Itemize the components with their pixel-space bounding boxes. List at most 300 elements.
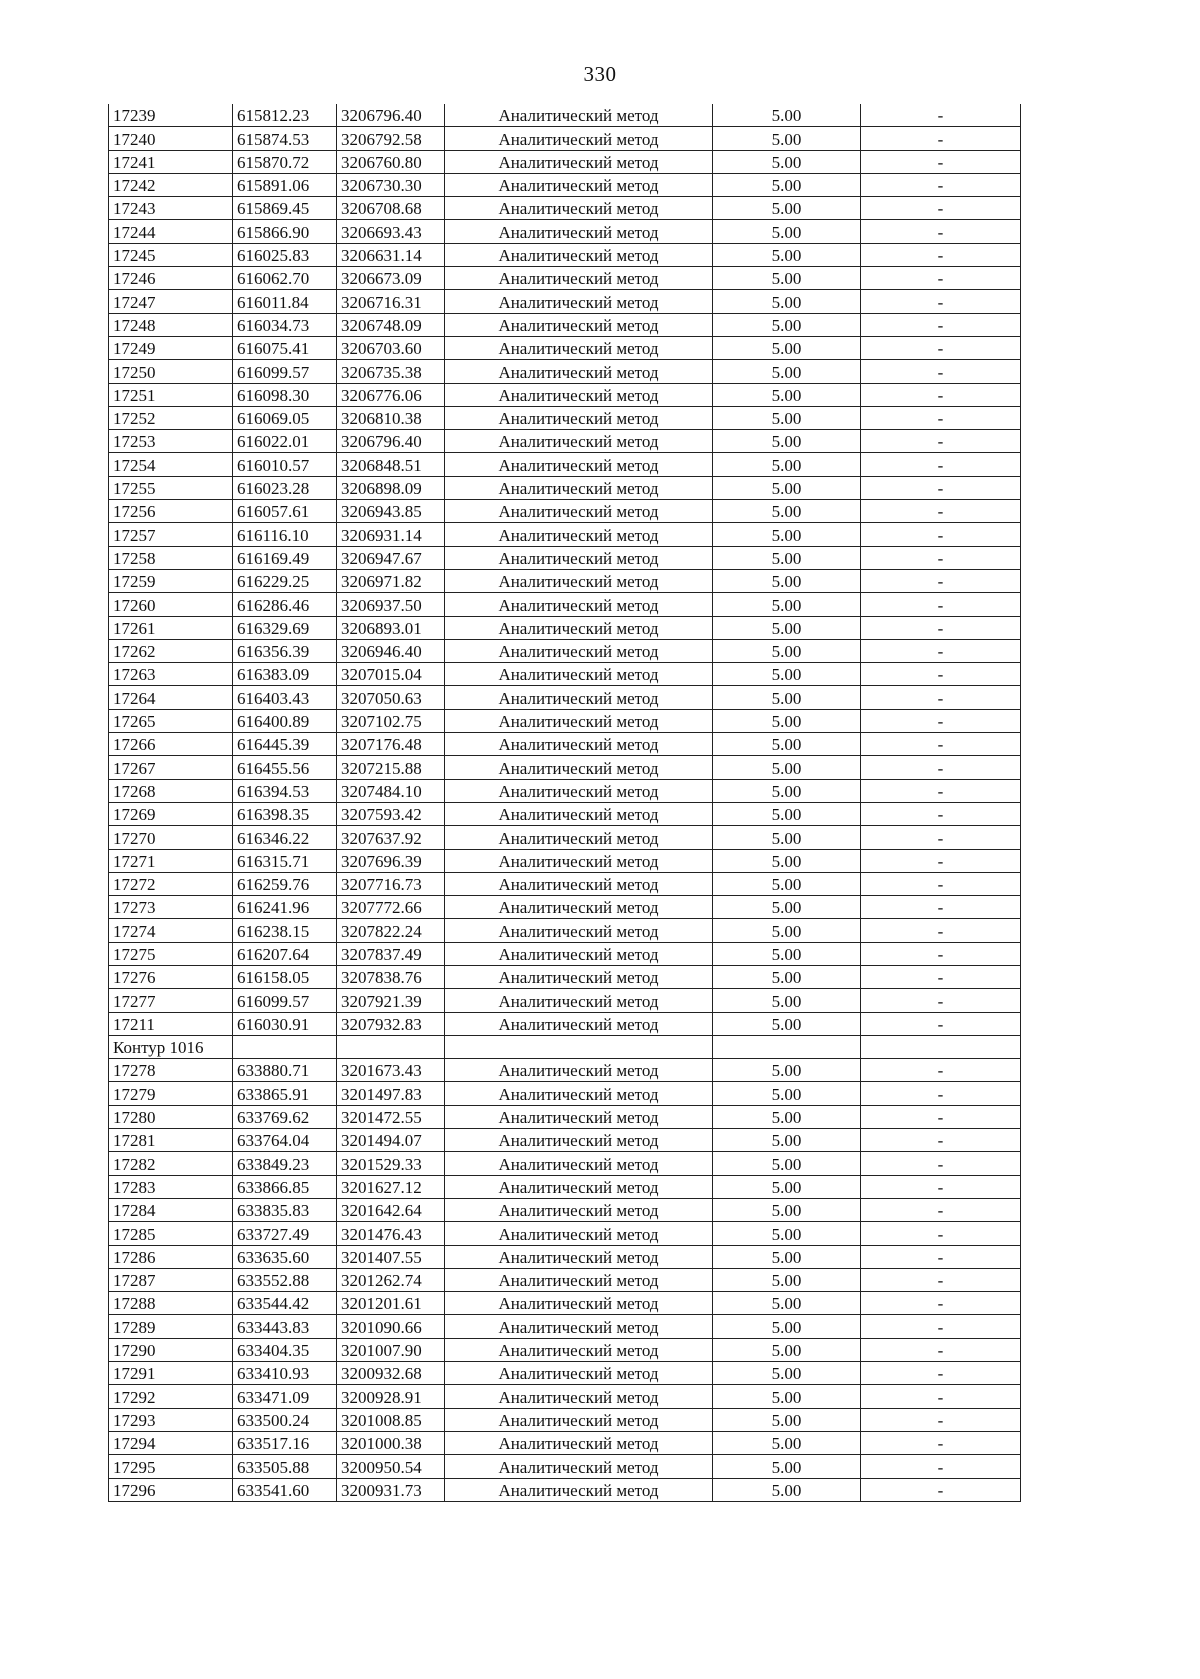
accuracy-cell: 5.00 [713,872,861,895]
point-number-cell: 17281 [109,1129,233,1152]
point-number-cell: 17250 [109,360,233,383]
empty-cell [861,1035,1021,1058]
point-number-cell: 17278 [109,1059,233,1082]
description-cell: - [861,1431,1021,1454]
x-coordinate-cell: 615891.06 [233,173,337,196]
point-number-cell: 17245 [109,243,233,266]
y-coordinate-cell: 3206810.38 [337,406,445,429]
table-row [109,476,1021,499]
y-coordinate-cell: 3201494.07 [337,1129,445,1152]
x-coordinate-cell: 616383.09 [233,663,337,686]
description-cell: - [861,1315,1021,1338]
accuracy-cell: 5.00 [713,1082,861,1105]
accuracy-cell: 5.00 [713,104,861,127]
point-number-cell: 17246 [109,267,233,290]
x-coordinate-cell: 615812.23 [233,104,337,127]
accuracy-cell: 5.00 [713,1431,861,1454]
description-cell: - [861,965,1021,988]
x-coordinate-cell: 616069.05 [233,406,337,429]
table-row [109,663,1021,686]
table-row [109,1222,1021,1245]
method-cell: Аналитический метод [445,1315,713,1338]
point-number-cell: 17266 [109,733,233,756]
method-cell: Аналитический метод [445,733,713,756]
y-coordinate-cell: 3201642.64 [337,1198,445,1221]
table-row [109,1362,1021,1385]
y-coordinate-cell: 3207015.04 [337,663,445,686]
x-coordinate-cell: 633849.23 [233,1152,337,1175]
y-coordinate-cell: 3207772.66 [337,896,445,919]
method-cell: Аналитический метод [445,336,713,359]
accuracy-cell: 5.00 [713,1152,861,1175]
table-row [109,336,1021,359]
accuracy-cell: 5.00 [713,802,861,825]
accuracy-cell: 5.00 [713,500,861,523]
method-cell: Аналитический метод [445,313,713,336]
y-coordinate-cell: 3207932.83 [337,1012,445,1035]
method-cell: Аналитический метод [445,243,713,266]
y-coordinate-cell: 3201627.12 [337,1175,445,1198]
x-coordinate-cell: 616022.01 [233,430,337,453]
point-number-cell: 17294 [109,1431,233,1454]
accuracy-cell: 5.00 [713,197,861,220]
description-cell: - [861,919,1021,942]
accuracy-cell: 5.00 [713,965,861,988]
method-cell: Аналитический метод [445,453,713,476]
method-cell: Аналитический метод [445,267,713,290]
accuracy-cell: 5.00 [713,569,861,592]
x-coordinate-cell: 633500.24 [233,1408,337,1431]
description-cell: - [861,686,1021,709]
description-cell: - [861,546,1021,569]
description-cell: - [861,826,1021,849]
accuracy-cell: 5.00 [713,733,861,756]
description-cell: - [861,639,1021,662]
x-coordinate-cell: 616286.46 [233,593,337,616]
empty-cell [337,1035,445,1058]
table-row [109,1478,1021,1501]
point-number-cell: 17292 [109,1385,233,1408]
table-row [109,104,1021,127]
description-cell: - [861,663,1021,686]
x-coordinate-cell: 633880.71 [233,1059,337,1082]
point-number-cell: 17295 [109,1455,233,1478]
method-cell: Аналитический метод [445,1198,713,1221]
x-coordinate-cell: 616403.43 [233,686,337,709]
x-coordinate-cell: 633764.04 [233,1129,337,1152]
point-number-cell: 17247 [109,290,233,313]
point-number-cell: 17248 [109,313,233,336]
table-row [109,500,1021,523]
x-coordinate-cell: 633541.60 [233,1478,337,1501]
table-row [109,220,1021,243]
y-coordinate-cell: 3206673.09 [337,267,445,290]
point-number-cell: 17239 [109,104,233,127]
description-cell: - [861,1478,1021,1501]
table-row [109,1129,1021,1152]
point-number-cell: 17284 [109,1198,233,1221]
y-coordinate-cell: 3201472.55 [337,1105,445,1128]
description-cell: - [861,1362,1021,1385]
table-row [109,802,1021,825]
description-cell: - [861,779,1021,802]
method-cell: Аналитический метод [445,1431,713,1454]
x-coordinate-cell: 616158.05 [233,965,337,988]
description-cell: - [861,313,1021,336]
x-coordinate-cell: 616099.57 [233,989,337,1012]
y-coordinate-cell: 3206971.82 [337,569,445,592]
table-row [109,1105,1021,1128]
point-number-cell: 17274 [109,919,233,942]
y-coordinate-cell: 3206792.58 [337,127,445,150]
x-coordinate-cell: 633835.83 [233,1198,337,1221]
x-coordinate-cell: 615870.72 [233,150,337,173]
description-cell: - [861,1105,1021,1128]
description-cell: - [861,1385,1021,1408]
point-number-cell: 17244 [109,220,233,243]
accuracy-cell: 5.00 [713,1175,861,1198]
method-cell: Аналитический метод [445,872,713,895]
table-row [109,173,1021,196]
table-row [109,1385,1021,1408]
y-coordinate-cell: 3200931.73 [337,1478,445,1501]
x-coordinate-cell: 616010.57 [233,453,337,476]
point-number-cell: 17282 [109,1152,233,1175]
point-number-cell: 17277 [109,989,233,1012]
y-coordinate-cell: 3206760.80 [337,150,445,173]
y-coordinate-cell: 3207637.92 [337,826,445,849]
description-cell: - [861,406,1021,429]
x-coordinate-cell: 616241.96 [233,896,337,919]
description-cell: - [861,1268,1021,1291]
method-cell: Аналитический метод [445,965,713,988]
x-coordinate-cell: 616356.39 [233,639,337,662]
accuracy-cell: 5.00 [713,896,861,919]
description-cell: - [861,173,1021,196]
x-coordinate-cell: 633517.16 [233,1431,337,1454]
accuracy-cell: 5.00 [713,173,861,196]
method-cell: Аналитический метод [445,1129,713,1152]
y-coordinate-cell: 3201007.90 [337,1338,445,1361]
accuracy-cell: 5.00 [713,1408,861,1431]
method-cell: Аналитический метод [445,360,713,383]
description-cell: - [861,267,1021,290]
method-cell: Аналитический метод [445,127,713,150]
accuracy-cell: 5.00 [713,523,861,546]
y-coordinate-cell: 3206776.06 [337,383,445,406]
y-coordinate-cell: 3201476.43 [337,1222,445,1245]
table-row [109,1292,1021,1315]
description-cell: - [861,523,1021,546]
method-cell: Аналитический метод [445,1105,713,1128]
x-coordinate-cell: 633404.35 [233,1338,337,1361]
accuracy-cell: 5.00 [713,1385,861,1408]
point-number-cell: 17291 [109,1362,233,1385]
method-cell: Аналитический метод [445,1292,713,1315]
x-coordinate-cell: 616445.39 [233,733,337,756]
method-cell: Аналитический метод [445,569,713,592]
x-coordinate-cell: 616034.73 [233,313,337,336]
accuracy-cell: 5.00 [713,1129,861,1152]
method-cell: Аналитический метод [445,1245,713,1268]
accuracy-cell: 5.00 [713,709,861,732]
table-row [109,593,1021,616]
x-coordinate-cell: 616207.64 [233,942,337,965]
description-cell: - [861,709,1021,732]
method-cell: Аналитический метод [445,173,713,196]
description-cell: - [861,150,1021,173]
description-cell: - [861,896,1021,919]
table-row [109,1082,1021,1105]
y-coordinate-cell: 3206693.43 [337,220,445,243]
table-body [109,104,1021,1501]
point-number-cell: 17271 [109,849,233,872]
point-number-cell: 17272 [109,872,233,895]
y-coordinate-cell: 3201497.83 [337,1082,445,1105]
x-coordinate-cell: 616315.71 [233,849,337,872]
table-row [109,1408,1021,1431]
point-number-cell: 17240 [109,127,233,150]
description-cell: - [861,1082,1021,1105]
x-coordinate-cell: 616398.35 [233,802,337,825]
description-cell: - [861,942,1021,965]
point-number-cell: 17264 [109,686,233,709]
y-coordinate-cell: 3206931.14 [337,523,445,546]
accuracy-cell: 5.00 [713,313,861,336]
x-coordinate-cell: 615866.90 [233,220,337,243]
x-coordinate-cell: 615874.53 [233,127,337,150]
table-row [109,733,1021,756]
method-cell: Аналитический метод [445,919,713,942]
description-cell: - [861,872,1021,895]
x-coordinate-cell: 633866.85 [233,1175,337,1198]
table-row [109,197,1021,220]
description-cell: - [861,569,1021,592]
table-row [109,267,1021,290]
accuracy-cell: 5.00 [713,593,861,616]
method-cell: Аналитический метод [445,1455,713,1478]
x-coordinate-cell: 616025.83 [233,243,337,266]
description-cell: - [861,500,1021,523]
y-coordinate-cell: 3206716.31 [337,290,445,313]
table-row [109,546,1021,569]
accuracy-cell: 5.00 [713,1198,861,1221]
empty-cell [445,1035,713,1058]
point-number-cell: 17251 [109,383,233,406]
description-cell: - [861,197,1021,220]
accuracy-cell: 5.00 [713,476,861,499]
accuracy-cell: 5.00 [713,1012,861,1035]
accuracy-cell: 5.00 [713,989,861,1012]
point-number-cell: 17261 [109,616,233,639]
point-number-cell: 17258 [109,546,233,569]
y-coordinate-cell: 3201201.61 [337,1292,445,1315]
point-number-cell: 17288 [109,1292,233,1315]
description-cell: - [861,104,1021,127]
point-number-cell: 17243 [109,197,233,220]
accuracy-cell: 5.00 [713,1478,861,1501]
x-coordinate-cell: 616062.70 [233,267,337,290]
accuracy-cell: 5.00 [713,942,861,965]
method-cell: Аналитический метод [445,1175,713,1198]
x-coordinate-cell: 633865.91 [233,1082,337,1105]
point-number-cell: 17260 [109,593,233,616]
table-row [109,1431,1021,1454]
description-cell: - [861,802,1021,825]
table-row [109,406,1021,429]
accuracy-cell: 5.00 [713,383,861,406]
point-number-cell: 17253 [109,430,233,453]
x-coordinate-cell: 616011.84 [233,290,337,313]
point-number-cell: 17265 [109,709,233,732]
point-number-cell: 17269 [109,802,233,825]
table-row [109,383,1021,406]
point-number-cell: 17289 [109,1315,233,1338]
description-cell: - [861,616,1021,639]
table-row [109,872,1021,895]
accuracy-cell: 5.00 [713,686,861,709]
accuracy-cell: 5.00 [713,267,861,290]
method-cell: Аналитический метод [445,150,713,173]
point-number-cell: 17211 [109,1012,233,1035]
method-cell: Аналитический метод [445,406,713,429]
point-number-cell: 17280 [109,1105,233,1128]
x-coordinate-cell: 616057.61 [233,500,337,523]
method-cell: Аналитический метод [445,197,713,220]
accuracy-cell: 5.00 [713,220,861,243]
table-row [109,639,1021,662]
method-cell: Аналитический метод [445,1059,713,1082]
point-number-cell: 17257 [109,523,233,546]
method-cell: Аналитический метод [445,709,713,732]
x-coordinate-cell: 616030.91 [233,1012,337,1035]
y-coordinate-cell: 3200932.68 [337,1362,445,1385]
method-cell: Аналитический метод [445,779,713,802]
description-cell: - [861,336,1021,359]
point-number-cell: 17249 [109,336,233,359]
method-cell: Аналитический метод [445,1082,713,1105]
method-cell: Аналитический метод [445,663,713,686]
accuracy-cell: 5.00 [713,779,861,802]
y-coordinate-cell: 3207822.24 [337,919,445,942]
table-row [109,709,1021,732]
description-cell: - [861,756,1021,779]
method-cell: Аналитический метод [445,1478,713,1501]
method-cell: Аналитический метод [445,290,713,313]
point-number-cell: 17256 [109,500,233,523]
table-row [109,942,1021,965]
description-cell: - [861,220,1021,243]
method-cell: Аналитический метод [445,1408,713,1431]
table-row [109,290,1021,313]
description-cell: - [861,243,1021,266]
accuracy-cell: 5.00 [713,1105,861,1128]
x-coordinate-cell: 633410.93 [233,1362,337,1385]
method-cell: Аналитический метод [445,1268,713,1291]
point-number-cell: 17242 [109,173,233,196]
method-cell: Аналитический метод [445,849,713,872]
table-row [109,523,1021,546]
y-coordinate-cell: 3206946.40 [337,639,445,662]
point-number-cell: 17296 [109,1478,233,1501]
x-coordinate-cell: 633552.88 [233,1268,337,1291]
method-cell: Аналитический метод [445,1152,713,1175]
x-coordinate-cell: 616329.69 [233,616,337,639]
x-coordinate-cell: 615869.45 [233,197,337,220]
description-cell: - [861,1059,1021,1082]
y-coordinate-cell: 3206796.40 [337,430,445,453]
description-cell: - [861,733,1021,756]
accuracy-cell: 5.00 [713,849,861,872]
method-cell: Аналитический метод [445,104,713,127]
table-row [109,569,1021,592]
accuracy-cell: 5.00 [713,639,861,662]
y-coordinate-cell: 3207921.39 [337,989,445,1012]
x-coordinate-cell: 633769.62 [233,1105,337,1128]
description-cell: - [861,989,1021,1012]
table-row [109,686,1021,709]
y-coordinate-cell: 3207176.48 [337,733,445,756]
y-coordinate-cell: 3201008.85 [337,1408,445,1431]
y-coordinate-cell: 3206748.09 [337,313,445,336]
y-coordinate-cell: 3201529.33 [337,1152,445,1175]
description-cell: - [861,1012,1021,1035]
y-coordinate-cell: 3206708.68 [337,197,445,220]
accuracy-cell: 5.00 [713,406,861,429]
point-number-cell: 17283 [109,1175,233,1198]
method-cell: Аналитический метод [445,1338,713,1361]
x-coordinate-cell: 616455.56 [233,756,337,779]
description-cell: - [861,1338,1021,1361]
point-number-cell: 17263 [109,663,233,686]
y-coordinate-cell: 3206947.67 [337,546,445,569]
empty-cell [713,1035,861,1058]
accuracy-cell: 5.00 [713,616,861,639]
table-row [109,1012,1021,1035]
description-cell: - [861,127,1021,150]
coordinates-table [108,104,1021,1502]
table-row [109,1455,1021,1478]
accuracy-cell: 5.00 [713,1362,861,1385]
description-cell: - [861,1408,1021,1431]
accuracy-cell: 5.00 [713,1059,861,1082]
accuracy-cell: 5.00 [713,756,861,779]
x-coordinate-cell: 633544.42 [233,1292,337,1315]
x-coordinate-cell: 633635.60 [233,1245,337,1268]
description-cell: - [861,1198,1021,1221]
table-row [109,919,1021,942]
table-row [109,896,1021,919]
method-cell: Аналитический метод [445,1222,713,1245]
accuracy-cell: 5.00 [713,360,861,383]
accuracy-cell: 5.00 [713,336,861,359]
method-cell: Аналитический метод [445,220,713,243]
method-cell: Аналитический метод [445,546,713,569]
y-coordinate-cell: 3207215.88 [337,756,445,779]
accuracy-cell: 5.00 [713,1315,861,1338]
table-row [109,430,1021,453]
x-coordinate-cell: 616400.89 [233,709,337,732]
accuracy-cell: 5.00 [713,1245,861,1268]
y-coordinate-cell: 3201000.38 [337,1431,445,1454]
accuracy-cell: 5.00 [713,1292,861,1315]
method-cell: Аналитический метод [445,1385,713,1408]
y-coordinate-cell: 3207050.63 [337,686,445,709]
empty-cell [233,1035,337,1058]
accuracy-cell: 5.00 [713,150,861,173]
y-coordinate-cell: 3207838.76 [337,965,445,988]
point-number-cell: 17268 [109,779,233,802]
